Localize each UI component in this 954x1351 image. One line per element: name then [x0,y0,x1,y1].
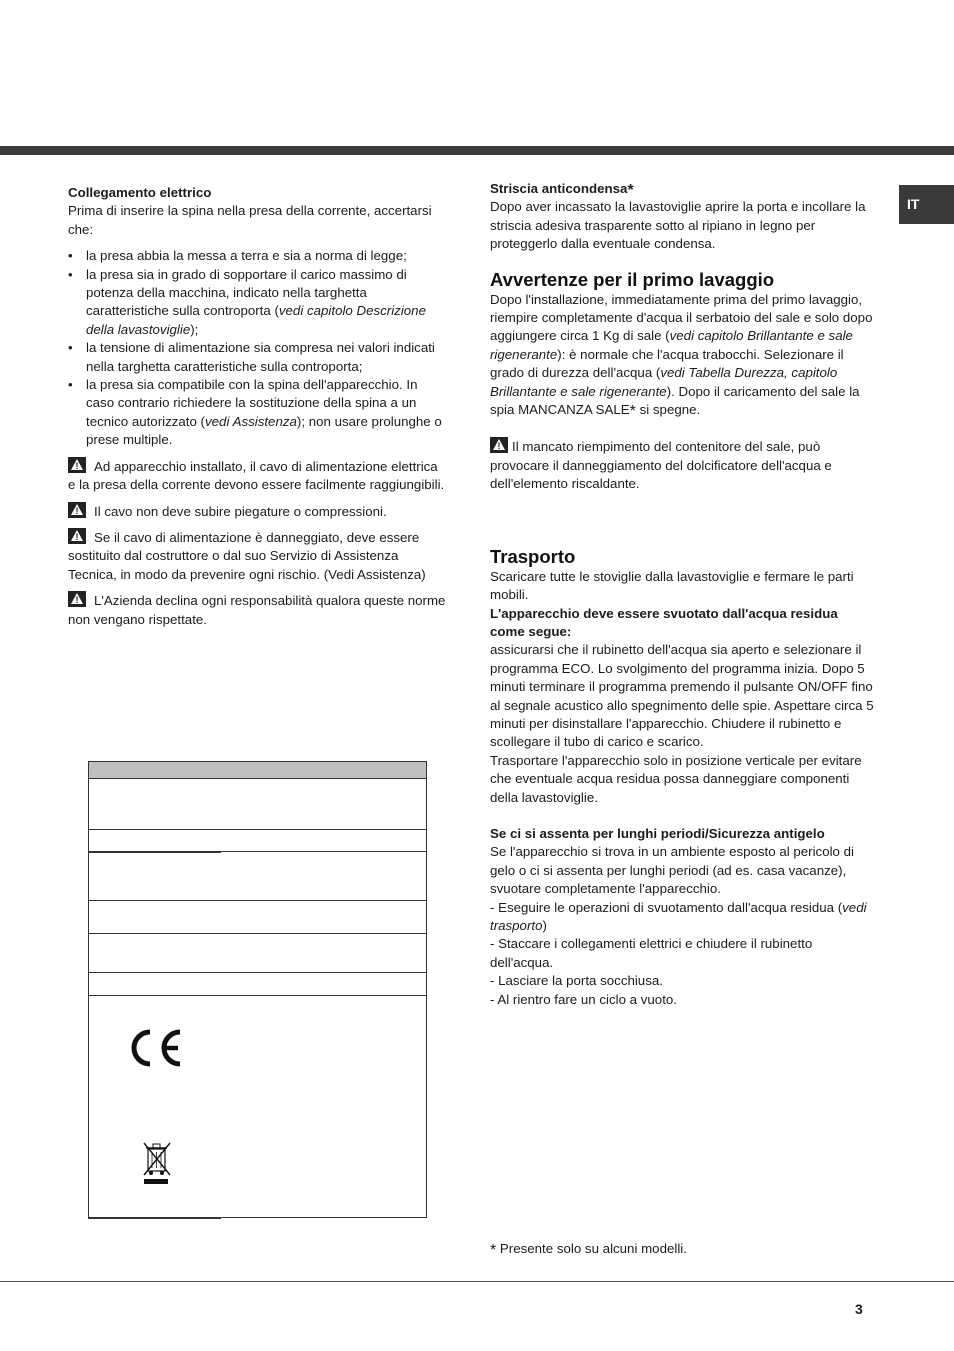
warning-icon [68,502,86,518]
weee-bin-icon [142,1141,172,1187]
section-title-striscia: Striscia anticondensa* [490,181,634,199]
table-row-divider [88,995,427,996]
trasporto-steps: assicurarsi che il rubinetto dell'acqua sia aperto e selezionare il programma ECO. Lo svolgimento del programma inizia. Dopo 5 minuti terminare il programma premendo il pulsante ON/OFF fino al segnale acustico allo spegnimento delle spie. Aspettare circa 5 minuti per disinstallare l'apparecchio. Chiudere il rubinetto e scollegare il tubo di carico e scarico. [490,642,874,750]
trasporto-bold: L'apparecchio deve essere svuotato dall'acqua residua come segue: [490,605,838,639]
section-title-assenza: Se ci si assenta per lunghi periodi/Sicurezza antigelo [490,825,825,841]
page-number: 3 [855,1301,863,1317]
section-title-collegamento: Collegamento elettrico [68,185,212,200]
technical-specs-table [88,761,427,1218]
section-title-trasporto: Trasporto [490,545,576,567]
trasporto-note: Trasportare l'apparecchio solo in posizione verticale per evitare che eventuale acqua residua possa danneggiare componenti della lavastoviglie. [490,752,862,805]
warning-icon [68,457,86,473]
table-row-divider [88,972,427,973]
collegamento-intro: Prima di inserire la spina nella presa della corrente, accertarsi che: [68,203,432,237]
list-item: • la presa abbia la messa a terra e sia a norma di legge; [68,247,448,265]
section-title-avvertenze: Avvertenze per il primo lavaggio [490,268,775,290]
list-item: - Eseguire le operazioni di svuotamento dall'acqua residua (vedi trasporto) [490,899,867,933]
list-item: • la presa sia compatibile con la spina dell'apparecchio. In caso contrario richiedere la sostituzione della spina a un tecnico autorizzato (vedi Assistenza); non usare prolunghe o prese multiple. [68,376,448,450]
list-item: • la presa sia in grado di sopportare il carico massimo di potenza della macchina, indicato nella targhetta caratteristiche sulla controporta (vedi capitolo Descrizione della lavastoviglie); [68,266,448,340]
header-bar [0,146,954,155]
warning-paragraph: !L'Azienda declina ogni responsabilità qualora queste norme non vengano rispettate. [68,591,448,629]
footnote: * Presente solo su alcuni modelli. [490,1241,687,1259]
assenza-text: Se l'apparecchio si trova in un ambiente esposto al pericolo di gelo o ci si assenta per lunghi periodi (ad es. casa vacanze), svuotare completamente l'apparecchio. [490,844,854,897]
list-item: • la tensione di alimentazione sia compresa nei valori indicati nella targhetta caratteristiche sulla controporta; [68,339,448,376]
list-item: - Staccare i collegamenti elettrici e chiudere il rubinetto dell'acqua. [490,936,813,970]
left-column [68,184,448,629]
requirements-list [68,247,448,449]
table-row-divider [88,829,427,830]
striscia-text: Dopo aver incassato la lavastoviglie aprire la porta e incollare la striscia adesiva trasparente sotto al ripiano in legno per proteggerlo dalla eventuale condensa. [490,199,866,252]
table-header [88,761,427,779]
avvertenze-text: Dopo l'installazione, immediatamente prima del primo lavaggio, riempire completamente d'acqua il serbatoio del sale e solo dopo aggiungere circa 1 Kg di sale (vedi capitolo Brillantante e sale rigenerante): è normale che l'acqua trabocchi. Selezionare il grado di durezza dell'acqua (vedi Tabella Durezza, capitolo Brillantante e sale rigenerante). Dopo il caricamento del sale la spia MANCANZA SALE* si spegne. [490,291,873,421]
ce-mark-icon [124,1023,184,1073]
warning-icon [490,437,508,453]
footer-rule [0,1281,954,1282]
right-column [490,180,875,1009]
trasporto-intro: Scaricare tutte le stoviglie dalla lavastoviglie e fermare le parti mobili. [490,568,854,603]
list-item: - Lasciare la porta socchiusa. [490,973,663,989]
list-item: - Al rientro fare un ciclo a vuoto. [490,991,677,1007]
warning-paragraph: !Ad apparecchio installato, il cavo di alimentazione elettrica e la presa della corrente devono essere facilmente raggiungibili. [68,457,448,495]
table-row-divider [88,933,427,934]
warning-icon [68,591,86,607]
warning-paragraph: !Il cavo non deve subire piegature o compressioni. [68,502,448,521]
warning-paragraph: !Il mancato riempimento del contenitore del sale, può provocare il danneggiamento del dolcificatore dell'acqua e dell'elemento riscaldante. [490,437,875,493]
table-row-divider [88,900,427,901]
warning-paragraph: !Se il cavo di alimentazione è danneggiato, deve essere sostituito dal costruttore o dal suo Servizio di Assistenza Tecnica, in modo da prevenire ogni rischio. (Vedi Assistenza) [68,528,448,584]
language-tab: IT [899,185,954,224]
warning-icon [68,528,86,544]
